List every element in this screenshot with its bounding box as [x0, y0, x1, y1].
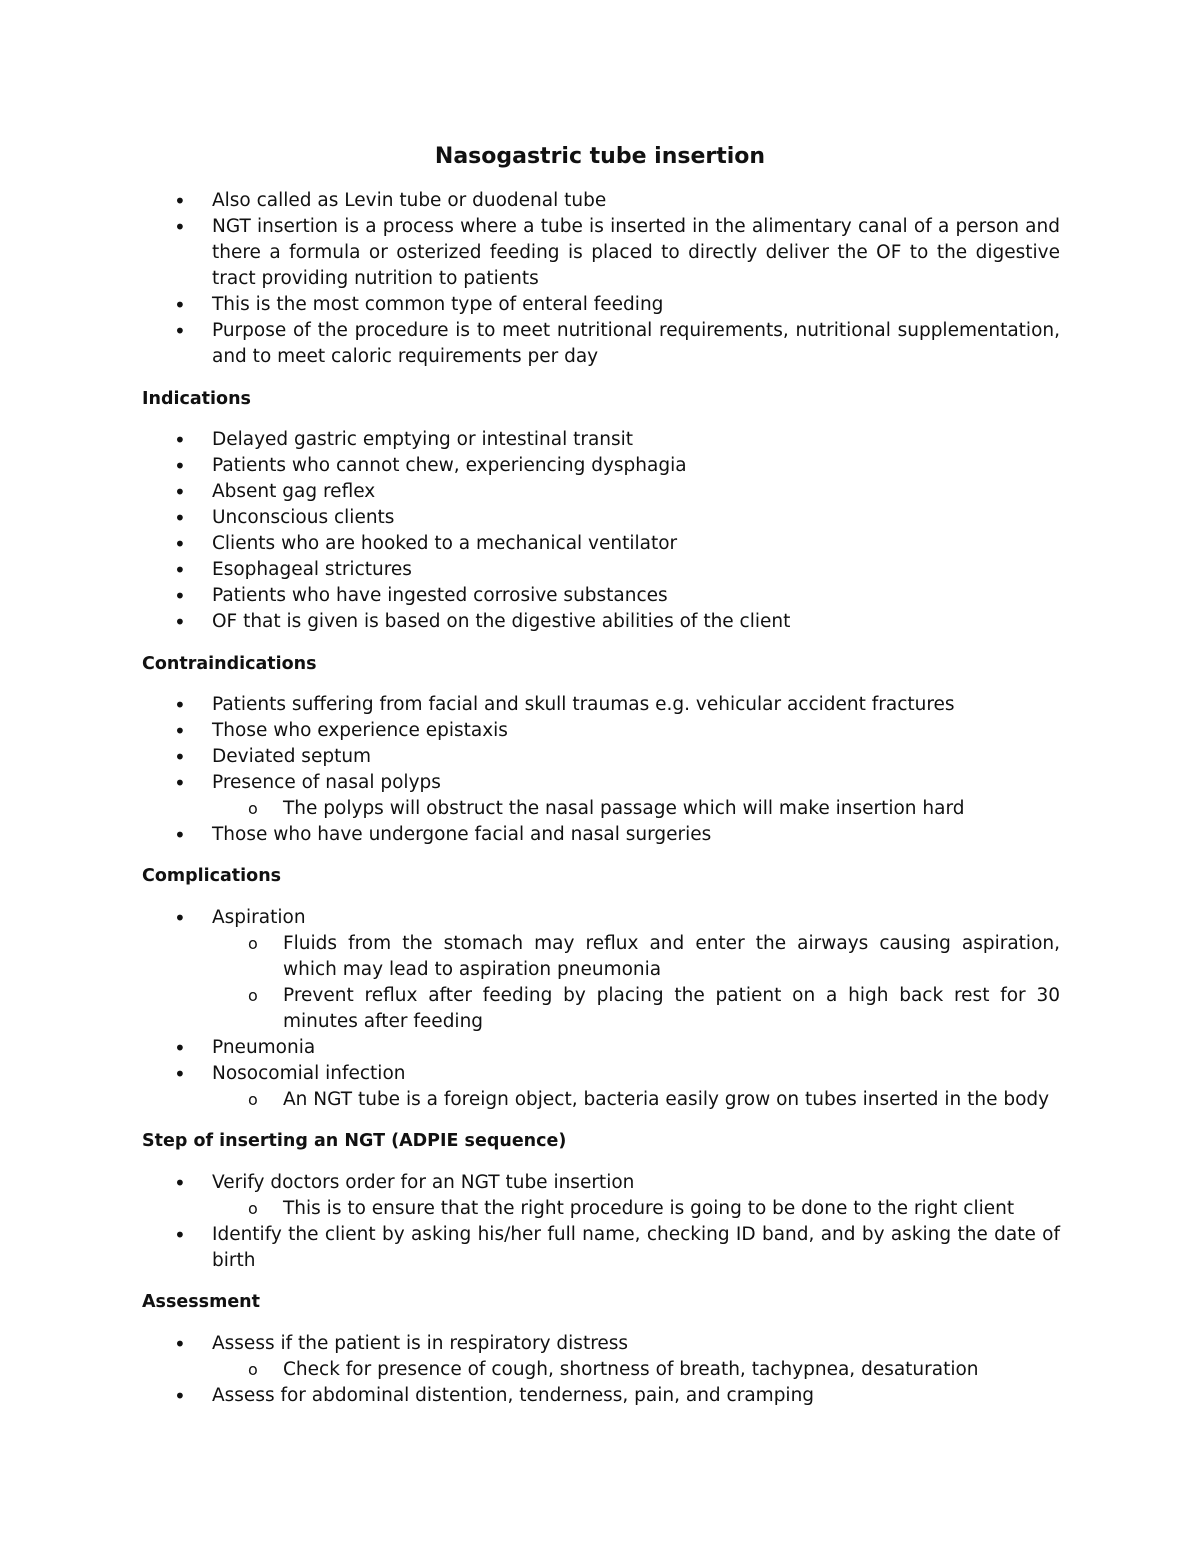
list-item: • OF that is given is based on the digestive abilities of the client — [0, 609, 1200, 635]
list-item: • Esophageal strictures — [0, 557, 1200, 583]
list-item: • Presence of nasal polyps — [0, 770, 1200, 796]
list-item: • Identify the client by asking his/her full name, checking ID band, and by asking the date of birth — [0, 1222, 1200, 1274]
list-item: • Pneumonia — [0, 1035, 1200, 1061]
list-item: • Assess if the patient is in respiratory distress — [0, 1331, 1200, 1357]
list-item: • Verify doctors order for an NGT tube insertion — [0, 1170, 1200, 1196]
list-item: • NGT insertion is a process where a tube is inserted in the alimentary canal of a person and there a formula or osterized feeding is placed to directly deliver the OF to the digestive tract providing nutrition to patients — [0, 214, 1200, 292]
list-item: • Delayed gastric emptying or intestinal transit — [0, 427, 1200, 453]
sub-list-item: o This is to ensure that the right procedure is going to be done to the right client — [0, 1196, 1200, 1222]
sub-list-item: o The polyps will obstruct the nasal passage which will make insertion hard — [0, 796, 1200, 822]
list-item: • Also called as Levin tube or duodenal tube — [0, 188, 1200, 214]
list-item: • Nosocomial infection — [0, 1061, 1200, 1087]
list-item: • Deviated septum — [0, 744, 1200, 770]
list-item: • Unconscious clients — [0, 505, 1200, 531]
list-item: • Patients who cannot chew, experiencing dysphagia — [0, 453, 1200, 479]
complications-heading: Complications — [142, 866, 282, 886]
list-item: • Aspiration — [0, 905, 1200, 931]
list-item: • Purpose of the procedure is to meet nutritional requirements, nutritional supplementation, and to meet caloric requirements per day — [0, 318, 1200, 370]
indications-heading: Indications — [142, 389, 251, 409]
sub-list-item: o Check for presence of cough, shortness of breath, tachypnea, desaturation — [0, 1357, 1200, 1383]
list-item: • Those who have undergone facial and nasal surgeries — [0, 822, 1200, 848]
list-item: • Absent gag reflex — [0, 479, 1200, 505]
contraindications-list — [0, 692, 1200, 848]
page-title: Nasogastric tube insertion — [434, 144, 766, 169]
list-item: • Patients who have ingested corrosive substances — [0, 583, 1200, 609]
steps-heading: Step of inserting an NGT (ADPIE sequence) — [142, 1131, 567, 1151]
sub-list-item: o An NGT tube is a foreign object, bacteria easily grow on tubes inserted in the body — [0, 1087, 1200, 1113]
indications-list — [0, 427, 1200, 635]
list-item: • This is the most common type of enteral feeding — [0, 292, 1200, 318]
steps-list — [0, 1170, 1200, 1274]
complications-list — [0, 905, 1200, 1113]
assessment-list — [0, 1331, 1200, 1409]
list-item: • Assess for abdominal distention, tenderness, pain, and cramping — [0, 1383, 1200, 1409]
contraindications-heading: Contraindications — [142, 654, 317, 674]
sub-list-item: o Fluids from the stomach may reflux and enter the airways causing aspiration, which may lead to aspiration pneumonia — [0, 931, 1200, 983]
assessment-heading: Assessment — [142, 1292, 261, 1312]
list-item: • Patients suffering from facial and skull traumas e.g. vehicular accident fractures — [0, 692, 1200, 718]
list-item: • Clients who are hooked to a mechanical ventilator — [0, 531, 1200, 557]
intro-list — [0, 188, 1200, 370]
sub-list-item: o Prevent reflux after feeding by placing the patient on a high back rest for 30 minutes after feeding — [0, 983, 1200, 1035]
list-item: • Those who experience epistaxis — [0, 718, 1200, 744]
